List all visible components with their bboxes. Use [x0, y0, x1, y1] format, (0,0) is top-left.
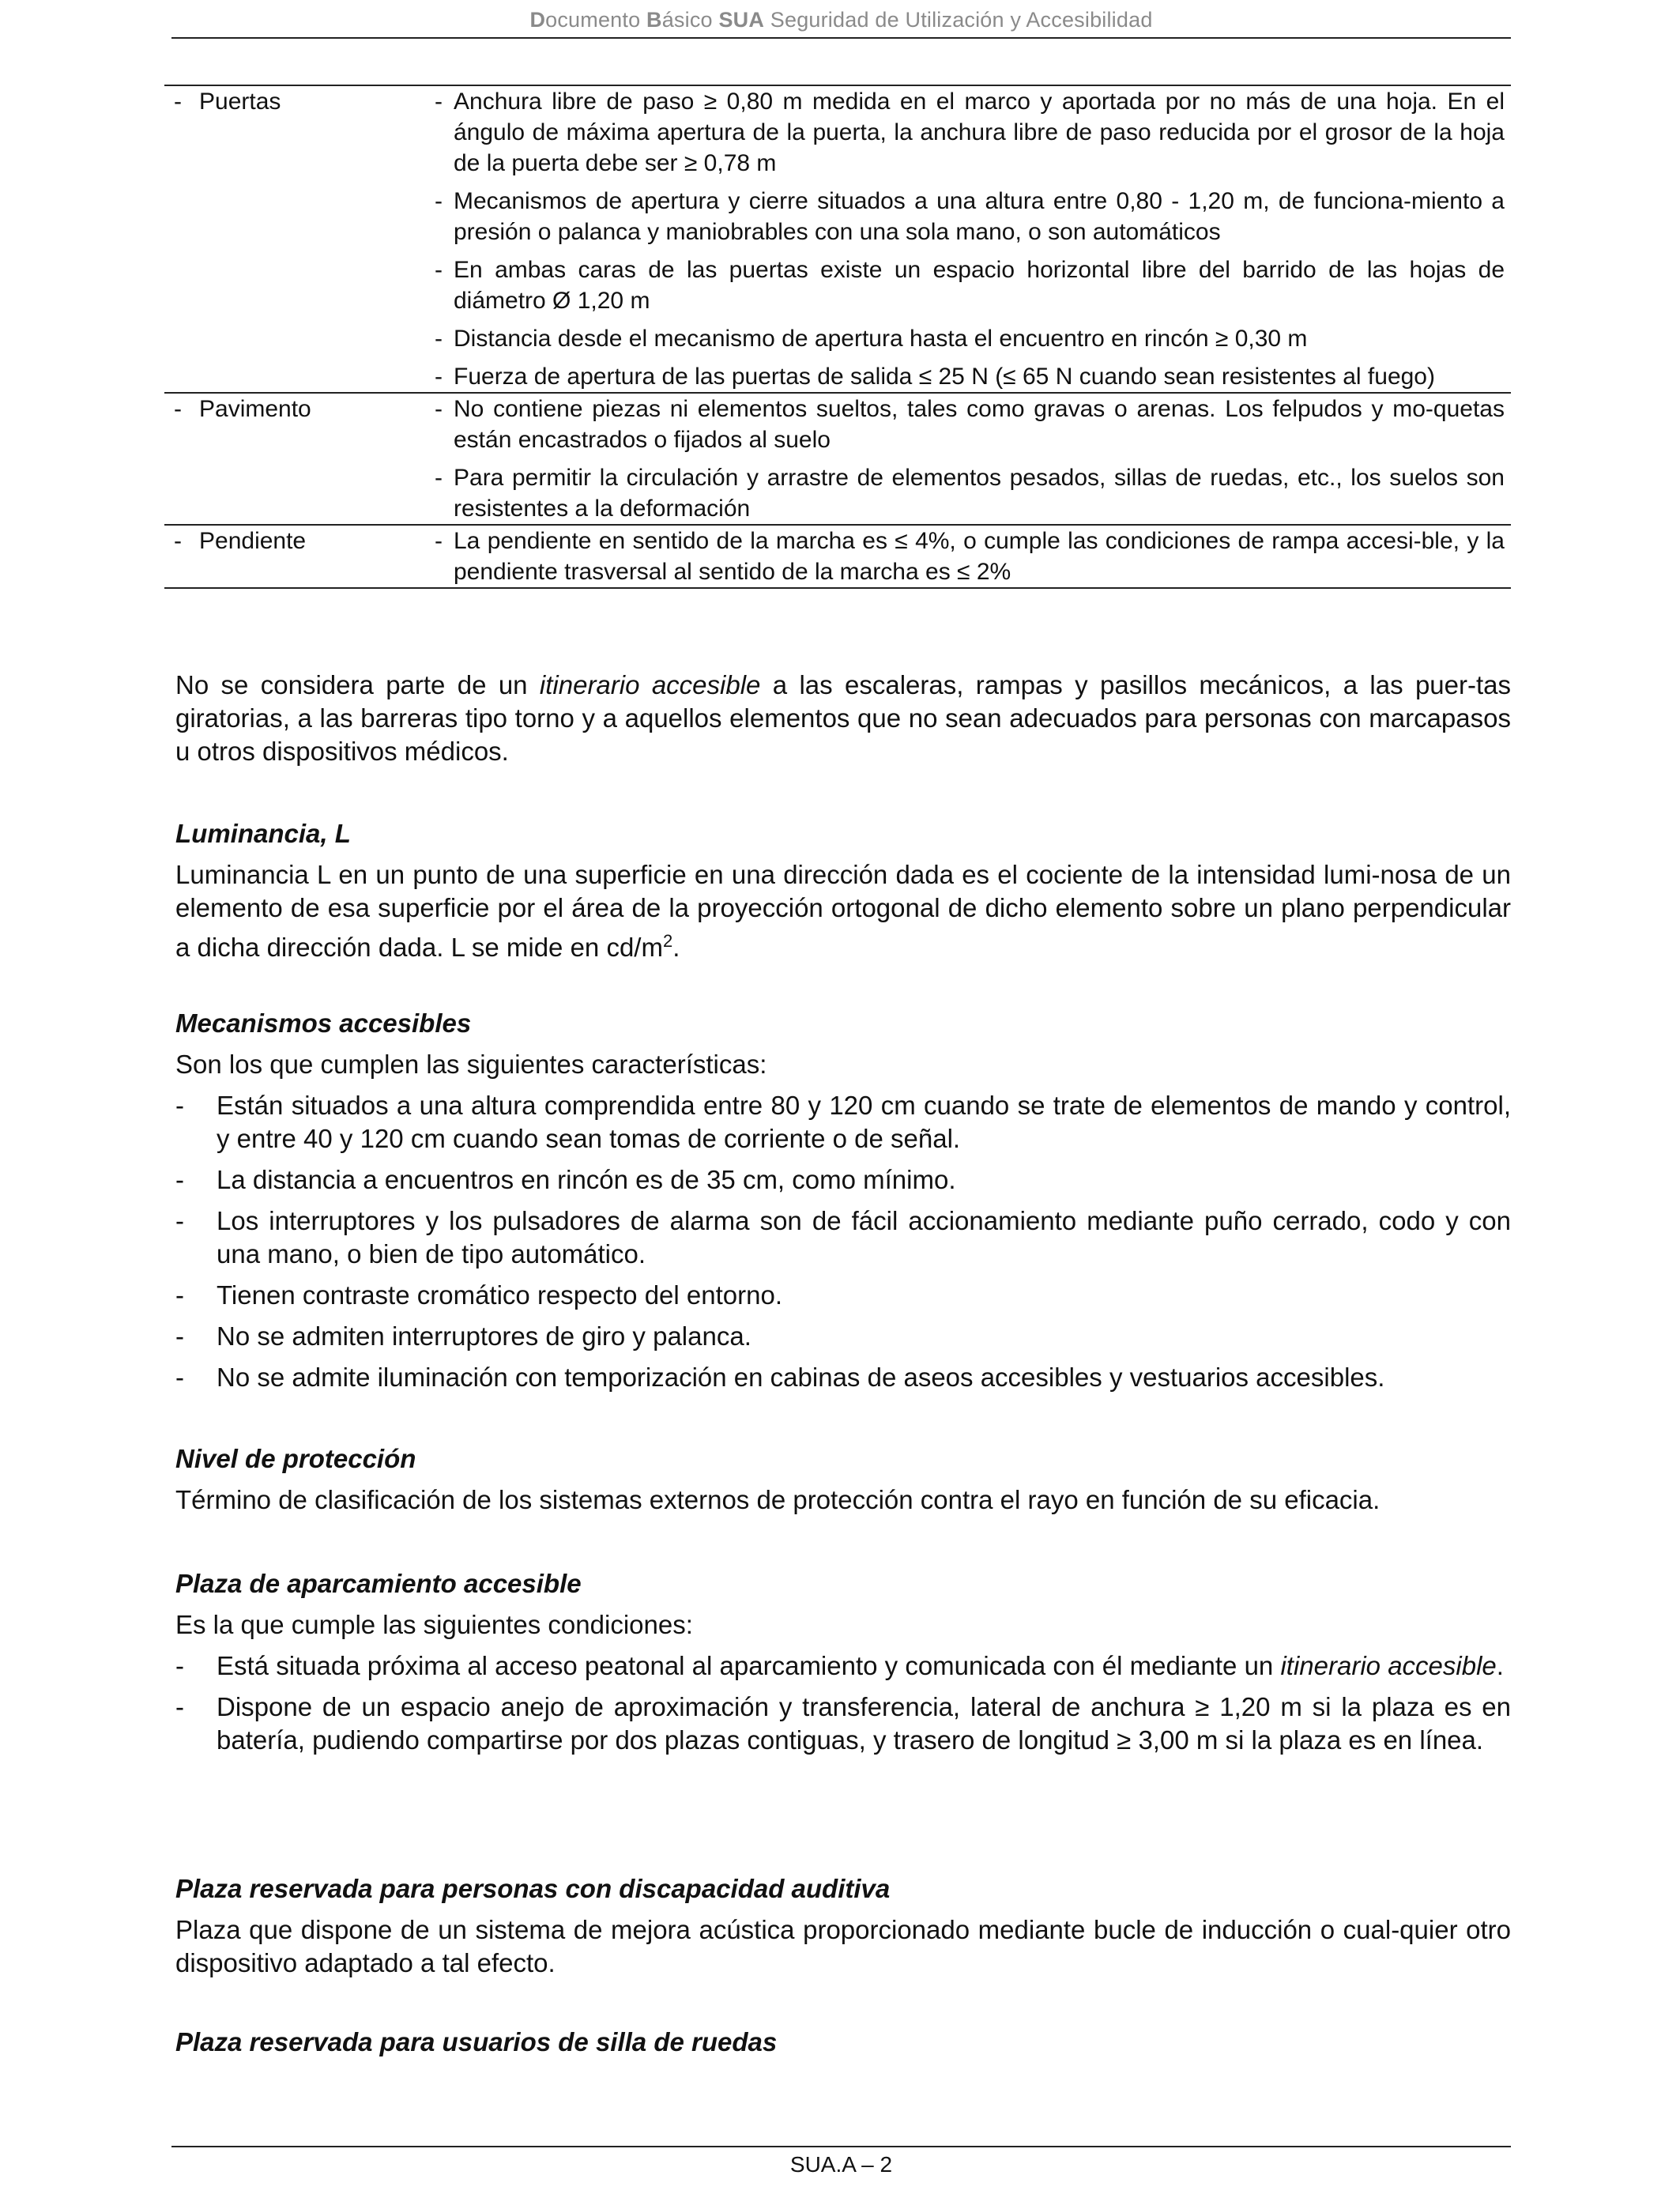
section-title: Plaza reservada para personas con discapacidad auditiva — [175, 1874, 891, 1903]
list-item: - Los interruptores y los pulsadores de alarma son de fácil accionamiento mediante puño cerrado, codo y con una mano, o bien de tipo automático. — [175, 1206, 1511, 1269]
itinerario-term: itinerario accesible — [539, 670, 761, 699]
section-title: Plaza reservada para usuarios de silla de ruedas — [175, 2027, 778, 2056]
section-nivel: Nivel de protección Término de clasificación de los sistemas externos de protección contra el rayo en función de su eficacia. — [175, 1442, 1511, 1517]
section-title: Plaza de aparcamiento accesible — [175, 1569, 582, 1598]
section-title: Nivel de protección — [175, 1444, 416, 1473]
section-plaza-silla — [175, 2026, 1511, 2059]
section-luminancia: Luminancia, L Luminancia L en un punto de una superficie en una dirección dada es el cociente de la intensidad lumi-nosa de un elemento de esa superficie por el área de la proyección ortogonal de dicho elemento sobre un plano perpendicular a dicha dirección dada. L se mide en $cd/m^2$. — [175, 819, 1511, 962]
list-item: - Dispone de un espacio anejo de aproximación y transferencia, lateral de anchura ≥ 1,20 m si la plaza es en batería, pudiendo compartirse por dos plazas contiguas, y trasero de longitud ≥ 3,00 m si la plaza es en línea. — [175, 1692, 1511, 1755]
section-mecanismos: Mecanismos accesibles Son los que cumplen las siguientes características: - Están situados a una altura comprendida entre 80 y 120 cm cuando se trate de elementos de mando y control, y entre 40 y 120 cm cuando sean tomas de corriente o de señal. - La distancia a encuentros en rincón es de 35 cm, como mínimo. - Los interruptores y los pulsadores de alarma son de fácil accionamiento mediante puño cerrado, codo y con una mano, o bien de tipo automático. - Tienen contraste cromático respecto del entorno. - No se admiten interruptores de giro y palanca. - No se admite iluminación con temporización en cabinas de aseos accesibles y vestuarios accesibles. — [175, 1007, 1511, 1394]
list-item: - Está situada próxima al acceso peatonal al aparcamiento y comunicada con él mediante un itinerario accesible. — [175, 1651, 1504, 1680]
section-title: Luminancia, L — [175, 819, 351, 848]
list-item: - Mecanismos de apertura y cierre situados a una altura entre 0,80 - 1,20 m, de funciona-miento a presión o palanca y maniobrables con una sola mano, o son automáticos — [435, 188, 1505, 245]
list-item: - Para permitir la circulación y arrastre de elementos pesados, sillas de ruedas, etc., los suelos son resistentes a la deformación — [435, 465, 1505, 522]
header-text: Seguridad de Utilización y Accesibilidad — [764, 8, 1153, 32]
header-text: SUA — [718, 8, 765, 32]
list-item: - No contiene piezas ni elementos sueltos, tales como gravas o arenas. Los felpudos y mo-quetas están encastrados o fijados al suelo — [435, 396, 1505, 453]
row-items — [435, 393, 1511, 525]
page-header — [171, 8, 1511, 32]
list-item: - La pendiente en sentido de la marcha es ≤ 4%, o cumple las condiciones de rampa accesi-ble, y la pendiente trasversal al sentido de la marcha es ≤ 2% — [435, 528, 1505, 585]
section-plaza-auditiva: Plaza reservada para personas con discapacidad auditiva Plaza que dispone de un sistema de mejora acústica proporcionado mediante bucle de inducción o cual-quier otro dispositivo adaptado a tal efecto. — [175, 1874, 1511, 1977]
header-text: ocumento — [545, 8, 647, 32]
table-row — [164, 85, 1511, 393]
list-item: - Fuerza de apertura de las puertas de salida ≤ 25 N (≤ 65 N cuando sean resistentes al fuego) — [435, 364, 1435, 390]
list-item: - Anchura libre de paso ≥ 0,80 m medida en el marco y aportada por no más de una hoja. En el ángulo de máxima apertura de la puerta, la anchura libre de paso reducida por el grosor de la hoja de la puerta debe ser ≥ 0,78 m — [435, 89, 1505, 176]
section-title: Mecanismos accesibles — [175, 1008, 472, 1038]
list-item: - La distancia a encuentros en rincón es de 35 cm, como mínimo. — [175, 1165, 956, 1194]
table-row — [164, 393, 1511, 525]
section-plaza-aparcamiento: Plaza de aparcamiento accesible Es la que cumple las siguientes condiciones: - Está situada próxima al acceso peatonal al aparcamiento y comunicada con él mediante un itinerario accesible. - Dispone de un espacio anejo de aproximación y transferencia, lateral de anchura ≥ 1,20 m si la plaza es en batería, pudiendo compartirse por dos plazas contiguas, y trasero de longitud ≥ 3,00 m si la plaza es en línea. — [175, 1567, 1511, 1757]
header-text: ásico — [661, 8, 719, 32]
footer-rule — [171, 2146, 1511, 2147]
row-items — [435, 85, 1511, 393]
row-label: - Puertas — [164, 85, 435, 393]
list-item: - No se admiten interruptores de giro y palanca. — [175, 1321, 751, 1351]
list-item: - Tienen contraste cromático respecto del entorno. — [175, 1280, 782, 1310]
header-text: B — [646, 8, 662, 32]
intro-paragraph: No se considera parte de un itinerario accesible a las escaleras, rampas y pasillos mecánicos, a las puer-tas giratorias, a las barreras tipo torno y a aquellos elementos que no sean adecuados para personas con marcapasos u otros dispositivos médicos. — [175, 670, 1512, 766]
list-item: - No se admite iluminación con temporización en cabinas de aseos accesibles y vestuarios accesibles. — [175, 1363, 1385, 1392]
requirements-table — [164, 85, 1511, 589]
list-item: - Distancia desde el mecanismo de apertura hasta el encuentro en rincón ≥ 0,30 m — [435, 326, 1308, 352]
header-text: D — [529, 8, 546, 32]
list-item: - Están situados a una altura comprendida entre 80 y 120 cm cuando se trate de elementos de mando y control, y entre 40 y 120 cm cuando sean tomas de corriente o de señal. — [175, 1091, 1511, 1153]
row-items — [435, 525, 1511, 588]
list-item: - En ambas caras de las puertas existe un espacio horizontal libre del barrido de las hojas de diámetro Ø 1,20 m — [435, 257, 1505, 314]
table-row — [164, 525, 1511, 588]
row-label: - Pendiente — [164, 525, 435, 588]
header-rule — [171, 37, 1511, 39]
row-label: - Pavimento — [164, 393, 435, 525]
page-number: SUA.A – 2 — [789, 2152, 893, 2177]
